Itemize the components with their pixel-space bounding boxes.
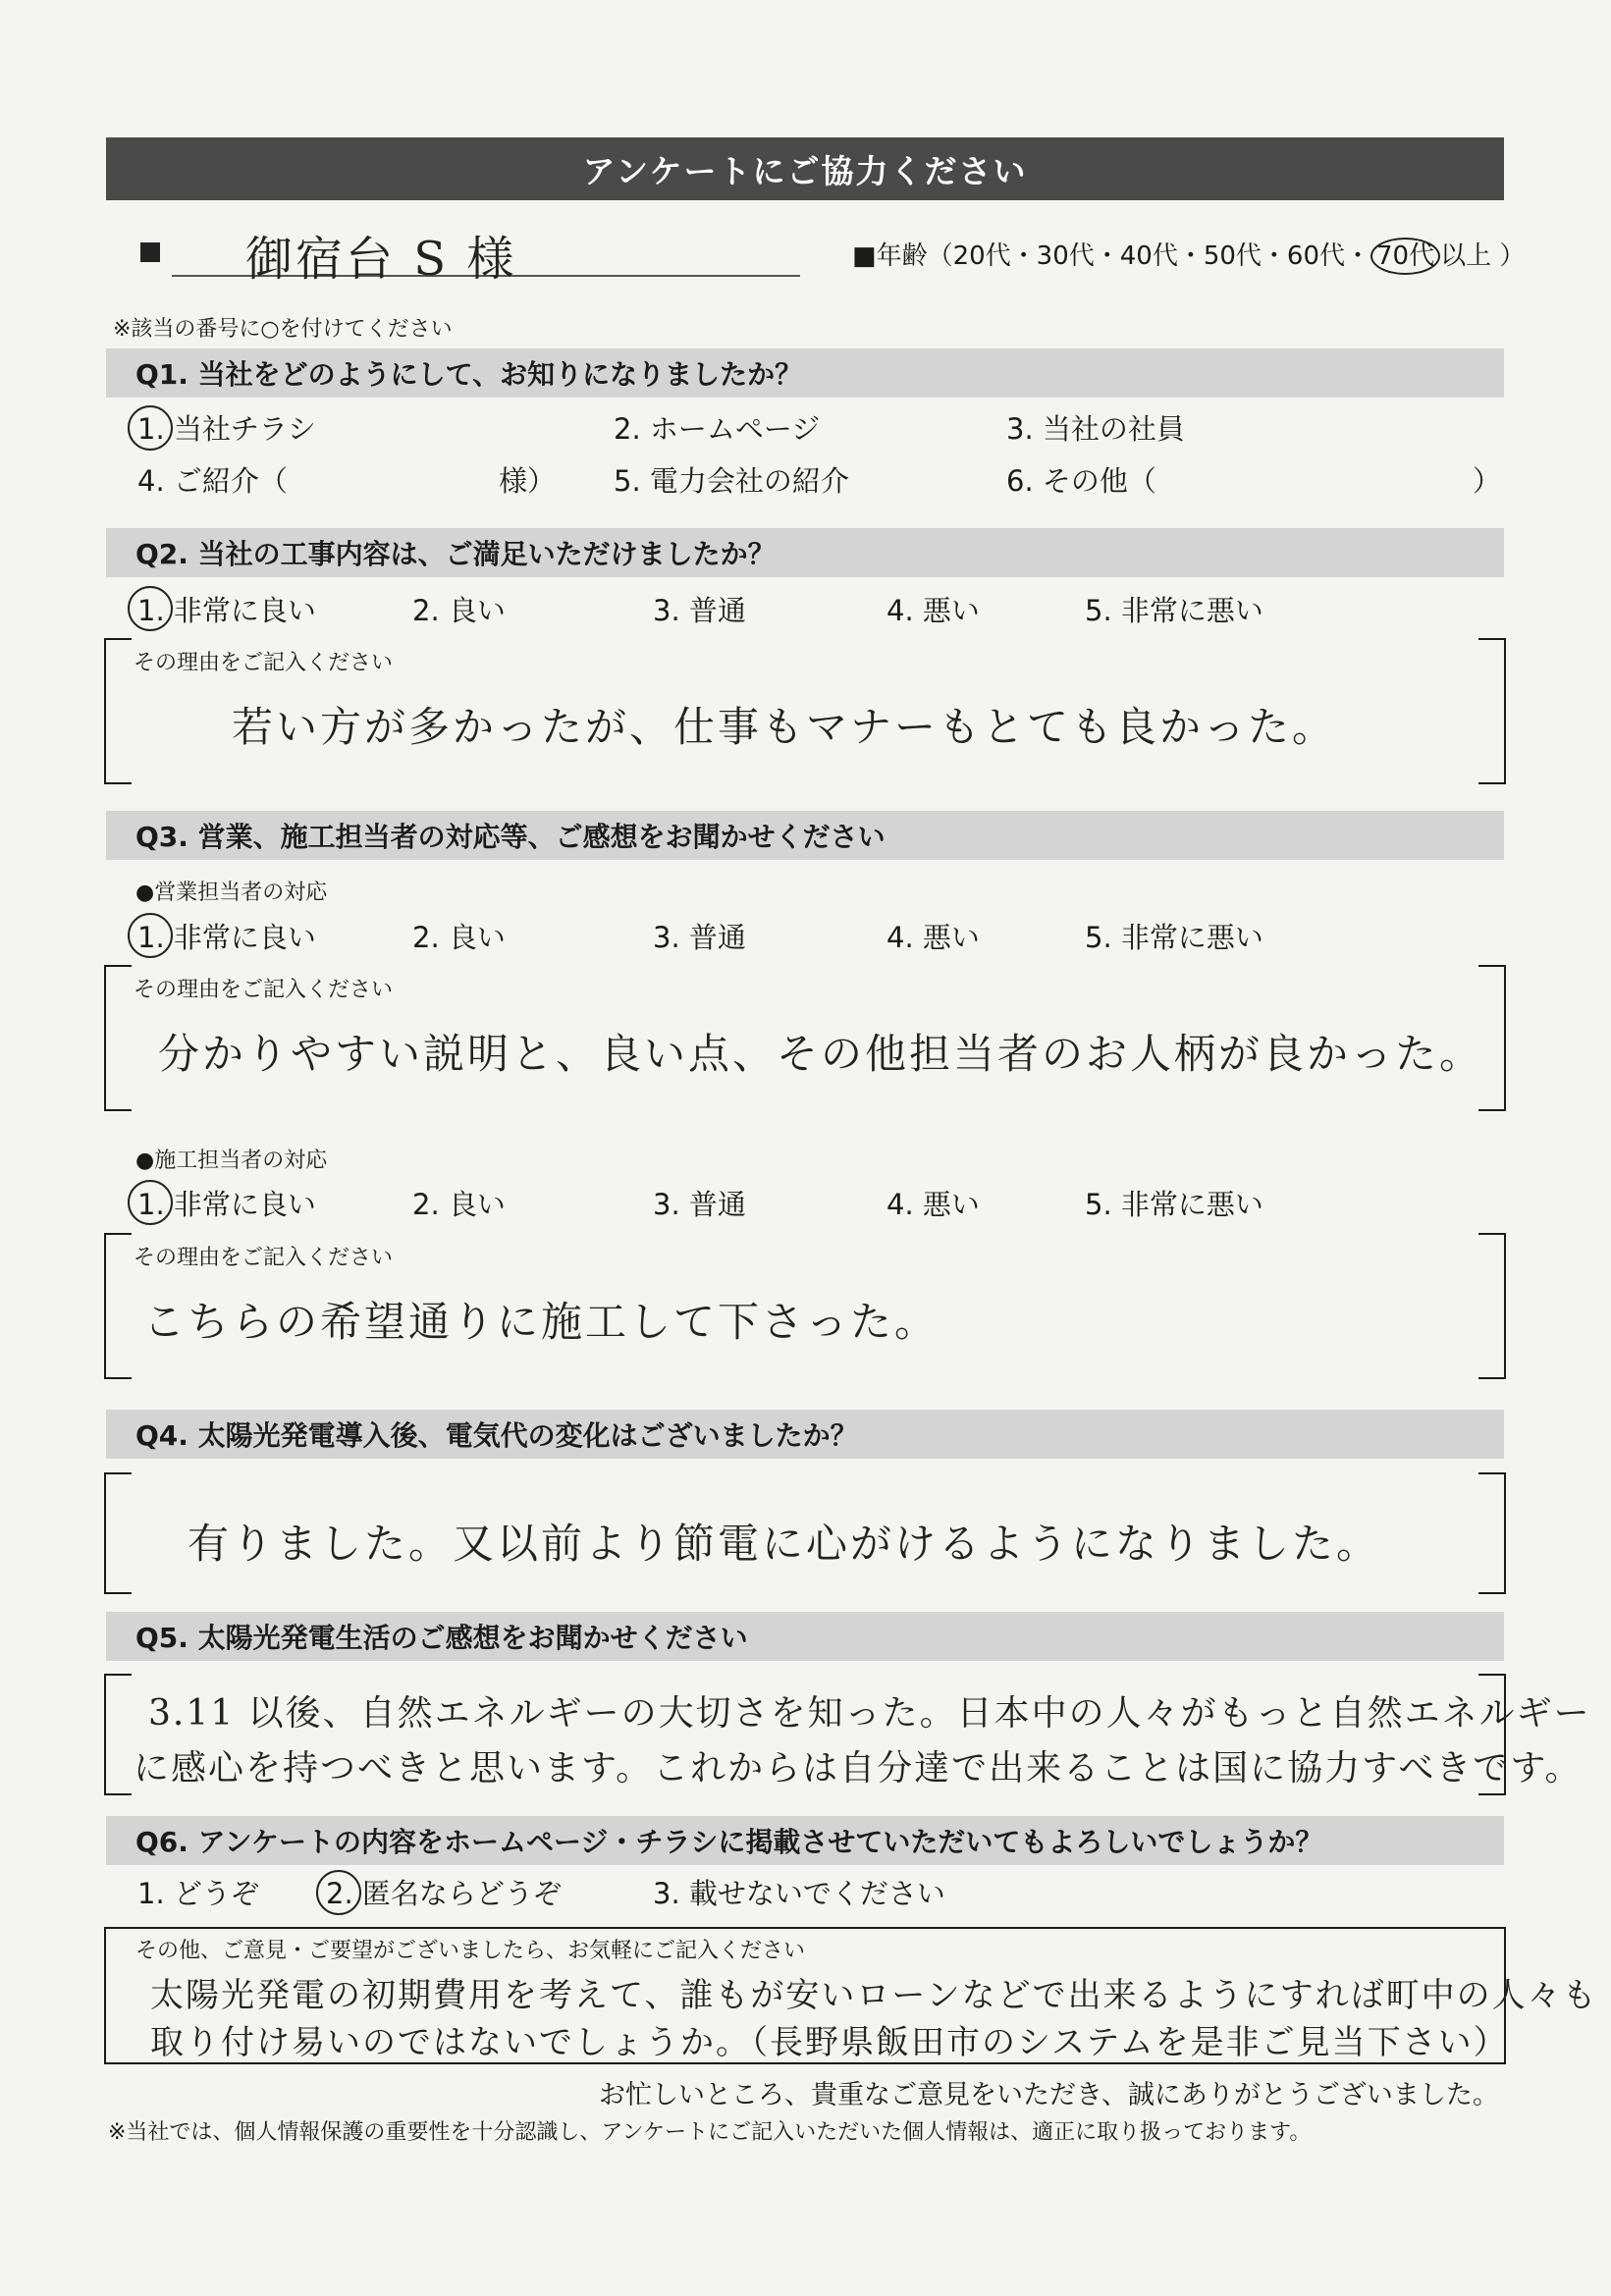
q3-construction-option-4: 4. 悪い [886,1188,980,1221]
q3-sales-reason-text: 分かりやすい説明と、良い点、その他担当者のお人柄が良かった。 [158,1030,1484,1078]
q1-option-3: 3. 当社の社員 [1006,412,1185,446]
q3-construction-option-5: 5. 非常に悪い [1085,1188,1263,1221]
q3-sales-option-1: 1. 非常に良い [137,921,316,954]
q3-construction-option-3: 3. 普通 [653,1188,746,1221]
age-options: 20代・30代・40代・50代・60代・ [952,241,1370,271]
survey-title: アンケートにご協力ください [106,137,1504,200]
customer-name: 御宿台 S 様 [245,232,517,287]
q3-construction-option-1: 1. 非常に良い [137,1188,316,1221]
other-comments-label: その他、ご意見・ご要望がございましたら、お気軽にご記入ください [135,1939,806,1963]
q1-option-6-close: ） [1473,464,1502,498]
q3-construction-reason-box [104,1233,1506,1375]
q2-reason-text: 若い方が多かったが、仕事もマナーもとても良かった。 [232,703,1337,751]
age-field [852,236,1525,272]
q3-construction-reason-text: こちらの希望通りに施工して下さった。 [143,1298,940,1346]
q2-option-3: 3. 普通 [653,594,746,627]
q5-answer-line2: に感心を持つべきと思います。これからは自分達で出来ることは国に協力すべきです。 [134,1748,1583,1789]
q5-answer-box [104,1674,1591,1791]
q5-title: Q5. 太陽光発電生活のご感想をお聞かせください [106,1612,1504,1661]
instruction-text: ※該当の番号に○を付けてください [113,317,453,342]
q3-sales-label: ●営業担当者の対応 [135,881,328,905]
q3-construction-option-2: 2. 良い [412,1188,506,1221]
q2-title: Q2. 当社の工事内容は、ご満足いただけましたか？ [106,528,1504,577]
q2-reason-box [104,638,1506,780]
q2-option-5: 5. 非常に悪い [1085,594,1263,627]
q5-answer-line1: 3.11 以後、自然エネルギーの大切さを知った。日本中の人々がもっと自然エネルギー [148,1693,1591,1734]
q6-option-3: 3. 載せないでください [653,1877,945,1910]
q3-sales-reason-box [104,965,1506,1107]
other-comments-line1: 太陽光発電の初期費用を考えて、誰もが安いローンなどで出来るようにすれば町中の人々も [150,1976,1598,2015]
thanks-message: お忙しいところ、貴重なご意見をいただき、誠にありがとうございました。 [599,2080,1499,2110]
q4-answer-box [104,1472,1506,1590]
q3-sales-option-4: 4. 悪い [886,921,980,954]
age-suffix: 以上 ） [1440,241,1526,271]
q2-reason-label: その理由をご記入ください [134,651,394,675]
q3-sales-option-5: 5. 非常に悪い [1085,921,1263,954]
other-comments-box [104,1927,1598,2064]
other-comments-line2: 取り付け易いのではないでしょうか。（長野県飯田市のシステムを是非ご見当下さい） [150,2023,1509,2062]
q1-option-5: 5. 電力会社の紹介 [614,464,849,498]
q1-option-4: 4. ご紹介（ [137,464,288,498]
q2-option-2: 2. 良い [412,594,506,627]
q4-answer-text: 有りました。又以前より節電に心がけるようになりました。 [188,1520,1381,1568]
name-square-icon [140,242,160,262]
age-label: ■年齢（ [852,241,953,271]
q1-option-1: 1. 当社チラシ [137,412,316,446]
q3-sales-option-3: 3. 普通 [653,921,746,954]
q3-sales-option-2: 2. 良い [412,921,506,954]
q3-sales-reason-label: その理由をご記入ください [134,978,394,1002]
q3-construction-label: ●施工担当者の対応 [135,1148,328,1173]
q1-option-2: 2. ホームページ [614,412,821,446]
q3-title: Q3. 営業、施工担当者の対応等、ご感想をお聞かせください [106,811,1504,860]
q3-construction-reason-label: その理由をご記入ください [134,1246,394,1270]
privacy-notice: ※当社では、個人情報保護の重要性を十分認識し、アンケートにご記入いただいた個人情報は、適正に取り扱っております。 [108,2120,1312,2145]
q2-option-1: 1. 非常に良い [137,594,316,627]
q1-option-4-suffix: 様） [499,464,557,498]
q6-option-2: 2. 匿名ならどうぞ [326,1877,562,1910]
q1-title: Q1. 当社をどのようにして、お知りになりましたか？ [106,348,1504,398]
q6-option-1: 1. どうぞ [137,1877,259,1910]
q4-title: Q4. 太陽光発電導入後、電気代の変化はございましたか？ [106,1410,1504,1459]
q1-option-6: 6. その他（ [1006,464,1156,498]
q6-title: Q6. アンケートの内容をホームページ・チラシに掲載させていただいてもよろしいでしょうか？ [106,1816,1504,1865]
age-selected: 70代 [1370,238,1440,275]
q2-option-4: 4. 悪い [886,594,980,627]
